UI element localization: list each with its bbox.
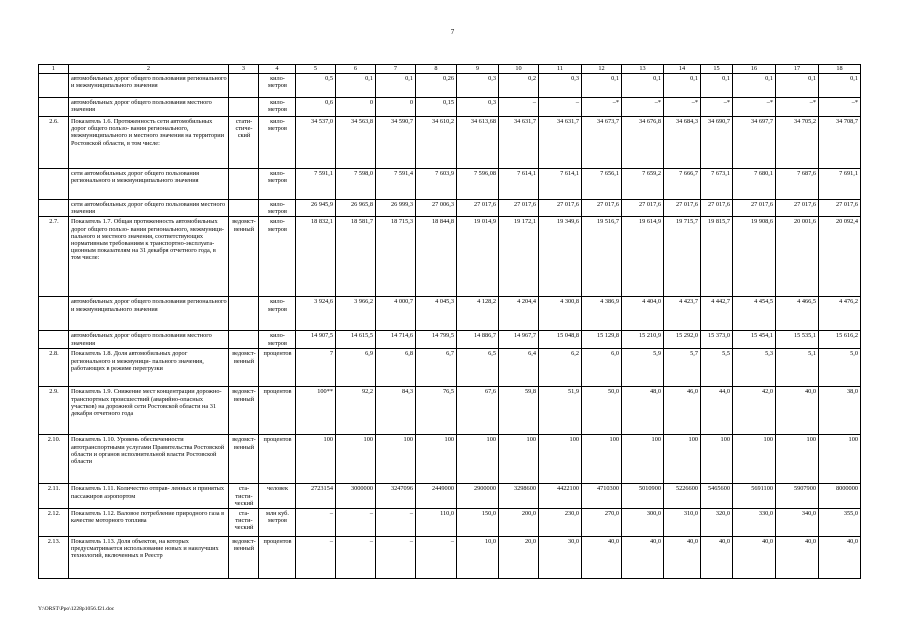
- column-number-14: 14: [664, 65, 701, 74]
- unit-of-measure: процентов: [259, 387, 296, 435]
- value-cell: 6,8: [376, 349, 416, 387]
- header-row: [39, 65, 861, 74]
- value-cell: 34 563,8: [336, 117, 376, 169]
- value-cell: 14 714,6: [376, 331, 416, 349]
- value-cell: 4 454,5: [733, 297, 776, 331]
- value-cell: 14 799,5: [416, 331, 457, 349]
- value-cell: 0,6: [296, 98, 336, 117]
- row-number: 2.6.: [39, 117, 69, 169]
- value-cell: 200,0: [499, 509, 539, 537]
- value-cell: 6,9: [336, 349, 376, 387]
- value-cell: 2900000: [457, 484, 499, 509]
- table-row: [39, 169, 861, 200]
- value-cell: 100: [701, 435, 733, 484]
- table-row: [39, 74, 861, 98]
- value-cell: 0,1: [336, 74, 376, 98]
- value-cell: 40,0: [776, 387, 819, 435]
- value-cell: 19 516,7: [582, 217, 622, 297]
- value-cell: 19 172,1: [499, 217, 539, 297]
- value-cell: 34 610,2: [416, 117, 457, 169]
- table-row: [39, 297, 861, 331]
- indicator-name: автомобильных дорог общего пользования местного значения: [69, 331, 229, 349]
- value-cell: 27 017,6: [776, 200, 819, 217]
- value-cell: 4 423,7: [664, 297, 701, 331]
- indicator-name: сети автомобильных дорог общего пользования местного значения: [69, 200, 229, 217]
- value-cell: 18 832,1: [296, 217, 336, 297]
- value-cell: –*: [582, 98, 622, 117]
- value-cell: 34 613,68: [457, 117, 499, 169]
- indicator-name: Показатель 1.10. Уровень обеспеченности автотранспортными услугами Правительства Ростовской области и органов исполнительной власти Ростовской области: [69, 435, 229, 484]
- column-number-2: 2: [69, 65, 229, 74]
- value-cell: 15 454,1: [733, 331, 776, 349]
- indicator-name: Показатель 1.6. Протяженность сети автомобильных дорог общего пользо- вания регионального, межмуниципального и местного значения на территории Ростовской области, в том числе:: [69, 117, 229, 169]
- value-cell: 40,0: [701, 537, 733, 579]
- row-number: 2.12.: [39, 509, 69, 537]
- value-cell: 100: [336, 435, 376, 484]
- data-source: ведомст- венный: [229, 537, 259, 579]
- value-cell: 6,7: [416, 349, 457, 387]
- value-cell: 14 886,7: [457, 331, 499, 349]
- unit-of-measure: кило- метров: [259, 98, 296, 117]
- value-cell: 92,2: [336, 387, 376, 435]
- value-cell: 15 616,2: [819, 331, 861, 349]
- value-cell: 7: [296, 349, 336, 387]
- value-cell: 0,26: [416, 74, 457, 98]
- table-row: [39, 217, 861, 297]
- table-row: [39, 537, 861, 579]
- column-number-10: 10: [499, 65, 539, 74]
- value-cell: 15 292,0: [664, 331, 701, 349]
- value-cell: 5,1: [776, 349, 819, 387]
- indicator-name: Показатель 1.13. Доля объектов, на которых предусматривается использование новых и наилучших технологий, включенных в Реестр: [69, 537, 229, 579]
- file-path-footer: Y:\ORST\Ppo\1228p1056.f21.doc: [38, 606, 115, 612]
- table-row: [39, 200, 861, 217]
- value-cell: 42,0: [733, 387, 776, 435]
- value-cell: 110,0: [416, 509, 457, 537]
- value-cell: 4 386,9: [582, 297, 622, 331]
- value-cell: 40,0: [582, 537, 622, 579]
- value-cell: –*: [776, 98, 819, 117]
- value-cell: 0,1: [622, 74, 664, 98]
- value-cell: 100: [376, 435, 416, 484]
- value-cell: 15 373,0: [701, 331, 733, 349]
- unit-of-measure: процентов: [259, 349, 296, 387]
- unit-of-measure: кило- метров: [259, 74, 296, 98]
- value-cell: 18 844,8: [416, 217, 457, 297]
- value-cell: 26 945,9: [296, 200, 336, 217]
- value-cell: 100: [819, 435, 861, 484]
- unit-of-measure: процентов: [259, 435, 296, 484]
- value-cell: 18 581,7: [336, 217, 376, 297]
- value-cell: 100: [296, 435, 336, 484]
- value-cell: 7 673,1: [701, 169, 733, 200]
- value-cell: 15 129,8: [582, 331, 622, 349]
- value-cell: 15 535,1: [776, 331, 819, 349]
- value-cell: 20,0: [499, 537, 539, 579]
- row-number: [39, 98, 69, 117]
- page-number: 7: [450, 28, 455, 36]
- value-cell: 19 014,9: [457, 217, 499, 297]
- value-cell: 0,2: [499, 74, 539, 98]
- value-cell: 310,0: [664, 509, 701, 537]
- column-number-1: 1: [39, 65, 69, 74]
- value-cell: 0,1: [664, 74, 701, 98]
- value-cell: 48,0: [622, 387, 664, 435]
- column-number-17: 17: [776, 65, 819, 74]
- value-cell: 5,3: [733, 349, 776, 387]
- value-cell: 6,2: [539, 349, 582, 387]
- value-cell: 14 967,7: [499, 331, 539, 349]
- value-cell: 7 666,7: [664, 169, 701, 200]
- value-cell: 4 300,8: [539, 297, 582, 331]
- data-source: ведомст- венный: [229, 217, 259, 297]
- value-cell: 6,5: [457, 349, 499, 387]
- value-cell: 34 631,7: [539, 117, 582, 169]
- value-cell: 0,1: [819, 74, 861, 98]
- table-row: [39, 387, 861, 435]
- value-cell: 40,0: [622, 537, 664, 579]
- value-cell: 27 017,6: [539, 200, 582, 217]
- value-cell: 19 349,6: [539, 217, 582, 297]
- value-cell: –*: [622, 98, 664, 117]
- unit-of-measure: кило- метров: [259, 169, 296, 200]
- value-cell: 20 001,6: [776, 217, 819, 297]
- value-cell: 0,5: [296, 74, 336, 98]
- value-cell: 4 204,4: [499, 297, 539, 331]
- value-cell: –: [499, 98, 539, 117]
- value-cell: 7 656,1: [582, 169, 622, 200]
- value-cell: 100: [499, 435, 539, 484]
- column-number-15: 15: [701, 65, 733, 74]
- indicator-name: Показатель 1.8. Доля автомобильных дорог регионального и межмуници- пального значения, работающих в режиме перегрузки: [69, 349, 229, 387]
- value-cell: 8000000: [819, 484, 861, 509]
- value-cell: 6,4: [499, 349, 539, 387]
- data-source: [229, 331, 259, 349]
- value-cell: 0,1: [701, 74, 733, 98]
- row-number: 2.8.: [39, 349, 69, 387]
- value-cell: –*: [664, 98, 701, 117]
- row-number: 2.11.: [39, 484, 69, 509]
- row-number: 2.13.: [39, 537, 69, 579]
- data-source: ста- тисти- ческий: [229, 509, 259, 537]
- value-cell: 5691100: [733, 484, 776, 509]
- value-cell: 15 048,8: [539, 331, 582, 349]
- value-cell: 7 591,1: [296, 169, 336, 200]
- value-cell: 3000000: [336, 484, 376, 509]
- value-cell: 0: [336, 98, 376, 117]
- value-cell: 230,0: [539, 509, 582, 537]
- table-row: [39, 484, 861, 509]
- value-cell: 3298600: [499, 484, 539, 509]
- value-cell: 27 017,6: [582, 200, 622, 217]
- value-cell: 26 999,3: [376, 200, 416, 217]
- value-cell: 320,0: [701, 509, 733, 537]
- value-cell: 4 442,7: [701, 297, 733, 331]
- value-cell: 150,0: [457, 509, 499, 537]
- data-source: ведомст- венный: [229, 435, 259, 484]
- row-number: [39, 169, 69, 200]
- value-cell: –*: [819, 98, 861, 117]
- value-cell: –: [539, 98, 582, 117]
- value-cell: 0,15: [416, 98, 457, 117]
- row-number: 2.9.: [39, 387, 69, 435]
- value-cell: 2449000: [416, 484, 457, 509]
- value-cell: 2723154: [296, 484, 336, 509]
- column-number-9: 9: [457, 65, 499, 74]
- value-cell: 34 697,7: [733, 117, 776, 169]
- value-cell: 4 045,3: [416, 297, 457, 331]
- value-cell: 40,0: [664, 537, 701, 579]
- value-cell: 100: [416, 435, 457, 484]
- value-cell: 34 690,7: [701, 117, 733, 169]
- indicator-name: Показатель 1.11. Количество отправ- ленных и принятых пассажиров аэропортом: [69, 484, 229, 509]
- value-cell: 19 815,7: [701, 217, 733, 297]
- unit-of-measure: кило- метров: [259, 217, 296, 297]
- value-cell: 50,0: [582, 387, 622, 435]
- value-cell: 0,1: [776, 74, 819, 98]
- value-cell: 40,0: [776, 537, 819, 579]
- value-cell: 100: [457, 435, 499, 484]
- data-source: [229, 200, 259, 217]
- indicator-name: Показатель 1.9. Снижение мест концентрации дорожно-транспортных происшествий (аварийно-опасных участков) на дорожной сети Ростовской области на 31 декабря отчетного года: [69, 387, 229, 435]
- table-row: [39, 349, 861, 387]
- data-source: [229, 297, 259, 331]
- indicator-name: автомобильных дорог общего пользования местного значения: [69, 98, 229, 117]
- value-cell: 20 092,4: [819, 217, 861, 297]
- value-cell: 27 006,3: [416, 200, 457, 217]
- value-cell: 3247096: [376, 484, 416, 509]
- value-cell: 7 596,08: [457, 169, 499, 200]
- value-cell: 3 966,2: [336, 297, 376, 331]
- column-number-8: 8: [416, 65, 457, 74]
- row-number: [39, 297, 69, 331]
- value-cell: 38,0: [819, 387, 861, 435]
- value-cell: 5,7: [664, 349, 701, 387]
- data-source: стати- стиче- ский: [229, 117, 259, 169]
- value-cell: 7 603,9: [416, 169, 457, 200]
- value-cell: –: [336, 509, 376, 537]
- data-source: ведомст- венный: [229, 387, 259, 435]
- column-number-16: 16: [733, 65, 776, 74]
- value-cell: 100: [733, 435, 776, 484]
- value-cell: 5907900: [776, 484, 819, 509]
- value-cell: 5465600: [701, 484, 733, 509]
- value-cell: 4422100: [539, 484, 582, 509]
- column-number-12: 12: [582, 65, 622, 74]
- column-number-11: 11: [539, 65, 582, 74]
- value-cell: 34 673,7: [582, 117, 622, 169]
- column-number-3: 3: [229, 65, 259, 74]
- value-cell: 84,3: [376, 387, 416, 435]
- unit-of-measure: человек: [259, 484, 296, 509]
- value-cell: 34 708,7: [819, 117, 861, 169]
- value-cell: 0: [376, 98, 416, 117]
- value-cell: 5226600: [664, 484, 701, 509]
- value-cell: 34 684,3: [664, 117, 701, 169]
- value-cell: 19 715,7: [664, 217, 701, 297]
- value-cell: –: [336, 537, 376, 579]
- indicators-table: [38, 64, 861, 579]
- value-cell: 67,6: [457, 387, 499, 435]
- value-cell: 27 017,6: [622, 200, 664, 217]
- column-number-6: 6: [336, 65, 376, 74]
- value-cell: 40,0: [733, 537, 776, 579]
- value-cell: –: [416, 537, 457, 579]
- value-cell: 76,5: [416, 387, 457, 435]
- value-cell: 4 128,2: [457, 297, 499, 331]
- value-cell: 4 476,2: [819, 297, 861, 331]
- value-cell: 0,3: [539, 74, 582, 98]
- value-cell: 27 017,6: [499, 200, 539, 217]
- value-cell: 34 537,0: [296, 117, 336, 169]
- unit-of-measure: кило- метров: [259, 117, 296, 169]
- value-cell: 0,1: [376, 74, 416, 98]
- value-cell: 100: [622, 435, 664, 484]
- row-number: [39, 331, 69, 349]
- row-number: [39, 74, 69, 98]
- value-cell: 27 017,6: [701, 200, 733, 217]
- value-cell: 30,0: [539, 537, 582, 579]
- value-cell: 330,0: [733, 509, 776, 537]
- indicator-name: автомобильных дорог общего пользования регионального и межмуниципального значения: [69, 297, 229, 331]
- column-number-18: 18: [819, 65, 861, 74]
- unit-of-measure: млн куб. метров: [259, 509, 296, 537]
- value-cell: 27 017,6: [664, 200, 701, 217]
- value-cell: 40,0: [819, 537, 861, 579]
- value-cell: 0,1: [582, 74, 622, 98]
- value-cell: 7 614,1: [499, 169, 539, 200]
- value-cell: 34 590,7: [376, 117, 416, 169]
- value-cell: –: [296, 537, 336, 579]
- data-source: [229, 74, 259, 98]
- value-cell: 4 466,5: [776, 297, 819, 331]
- value-cell: 27 017,6: [457, 200, 499, 217]
- value-cell: 7 687,6: [776, 169, 819, 200]
- table-row: [39, 98, 861, 117]
- value-cell: 4 000,7: [376, 297, 416, 331]
- value-cell: 14 615,5: [336, 331, 376, 349]
- column-number-5: 5: [296, 65, 336, 74]
- value-cell: 100: [776, 435, 819, 484]
- value-cell: 7 680,1: [733, 169, 776, 200]
- value-cell: 5010900: [622, 484, 664, 509]
- value-cell: 26 965,8: [336, 200, 376, 217]
- table-row: [39, 331, 861, 349]
- value-cell: 340,0: [776, 509, 819, 537]
- column-number-13: 13: [622, 65, 664, 74]
- table-row: [39, 435, 861, 484]
- value-cell: 270,0: [582, 509, 622, 537]
- value-cell: 100**: [296, 387, 336, 435]
- table-row: [39, 117, 861, 169]
- unit-of-measure: процентов: [259, 537, 296, 579]
- value-cell: –*: [701, 98, 733, 117]
- value-cell: 46,0: [664, 387, 701, 435]
- indicator-name: автомобильных дорог общего пользования регионального и межмуниципального значения: [69, 74, 229, 98]
- value-cell: 5,5: [701, 349, 733, 387]
- value-cell: 6,0: [582, 349, 622, 387]
- indicator-name: Показатель 1.7. Общая протяженность автомобильных дорог общего пользо- вания регионального, межмуници- пального и местного значения, соответствующих нормативным требованиям к транспортно-эксплуата- ционным показателям на 31 декабря отчетного года, в том числе:: [69, 217, 229, 297]
- table-row: [39, 509, 861, 537]
- value-cell: 100: [582, 435, 622, 484]
- value-cell: –*: [733, 98, 776, 117]
- value-cell: 27 017,6: [733, 200, 776, 217]
- value-cell: 355,0: [819, 509, 861, 537]
- value-cell: 100: [664, 435, 701, 484]
- value-cell: 51,9: [539, 387, 582, 435]
- data-source: ведомст- венный: [229, 349, 259, 387]
- column-number-7: 7: [376, 65, 416, 74]
- row-number: 2.10.: [39, 435, 69, 484]
- value-cell: 7 691,1: [819, 169, 861, 200]
- value-cell: 7 598,0: [336, 169, 376, 200]
- value-cell: 18 715,3: [376, 217, 416, 297]
- value-cell: 27 017,6: [819, 200, 861, 217]
- unit-of-measure: кило- метров: [259, 200, 296, 217]
- data-source: ста- тисти- ческий: [229, 484, 259, 509]
- value-cell: 7 659,2: [622, 169, 664, 200]
- value-cell: 3 924,6: [296, 297, 336, 331]
- value-cell: –: [376, 537, 416, 579]
- value-cell: 0,3: [457, 98, 499, 117]
- value-cell: 300,0: [622, 509, 664, 537]
- value-cell: 34 676,8: [622, 117, 664, 169]
- data-source: [229, 169, 259, 200]
- value-cell: –: [376, 509, 416, 537]
- unit-of-measure: кило- метров: [259, 297, 296, 331]
- indicator-name: сети автомобильных дорог общего пользования регионального и межмуниципального значения: [69, 169, 229, 200]
- value-cell: 34 631,7: [499, 117, 539, 169]
- column-number-4: 4: [259, 65, 296, 74]
- value-cell: 5,0: [819, 349, 861, 387]
- value-cell: 44,0: [701, 387, 733, 435]
- value-cell: 5,9: [622, 349, 664, 387]
- value-cell: –: [296, 509, 336, 537]
- unit-of-measure: кило- метров: [259, 331, 296, 349]
- value-cell: 4710300: [582, 484, 622, 509]
- value-cell: 15 210,9: [622, 331, 664, 349]
- value-cell: 0,1: [733, 74, 776, 98]
- row-number: [39, 200, 69, 217]
- value-cell: 7 614,1: [539, 169, 582, 200]
- row-number: 2.7.: [39, 217, 69, 297]
- value-cell: 19 908,6: [733, 217, 776, 297]
- value-cell: 34 705,2: [776, 117, 819, 169]
- value-cell: 7 591,4: [376, 169, 416, 200]
- value-cell: 4 404,0: [622, 297, 664, 331]
- value-cell: 19 614,9: [622, 217, 664, 297]
- value-cell: 0,3: [457, 74, 499, 98]
- value-cell: 100: [539, 435, 582, 484]
- value-cell: 59,8: [499, 387, 539, 435]
- value-cell: 14 907,5: [296, 331, 336, 349]
- indicator-name: Показатель 1.12. Валовое потребление природного газа в качестве моторного топлива: [69, 509, 229, 537]
- value-cell: 10,0: [457, 537, 499, 579]
- data-source: [229, 98, 259, 117]
